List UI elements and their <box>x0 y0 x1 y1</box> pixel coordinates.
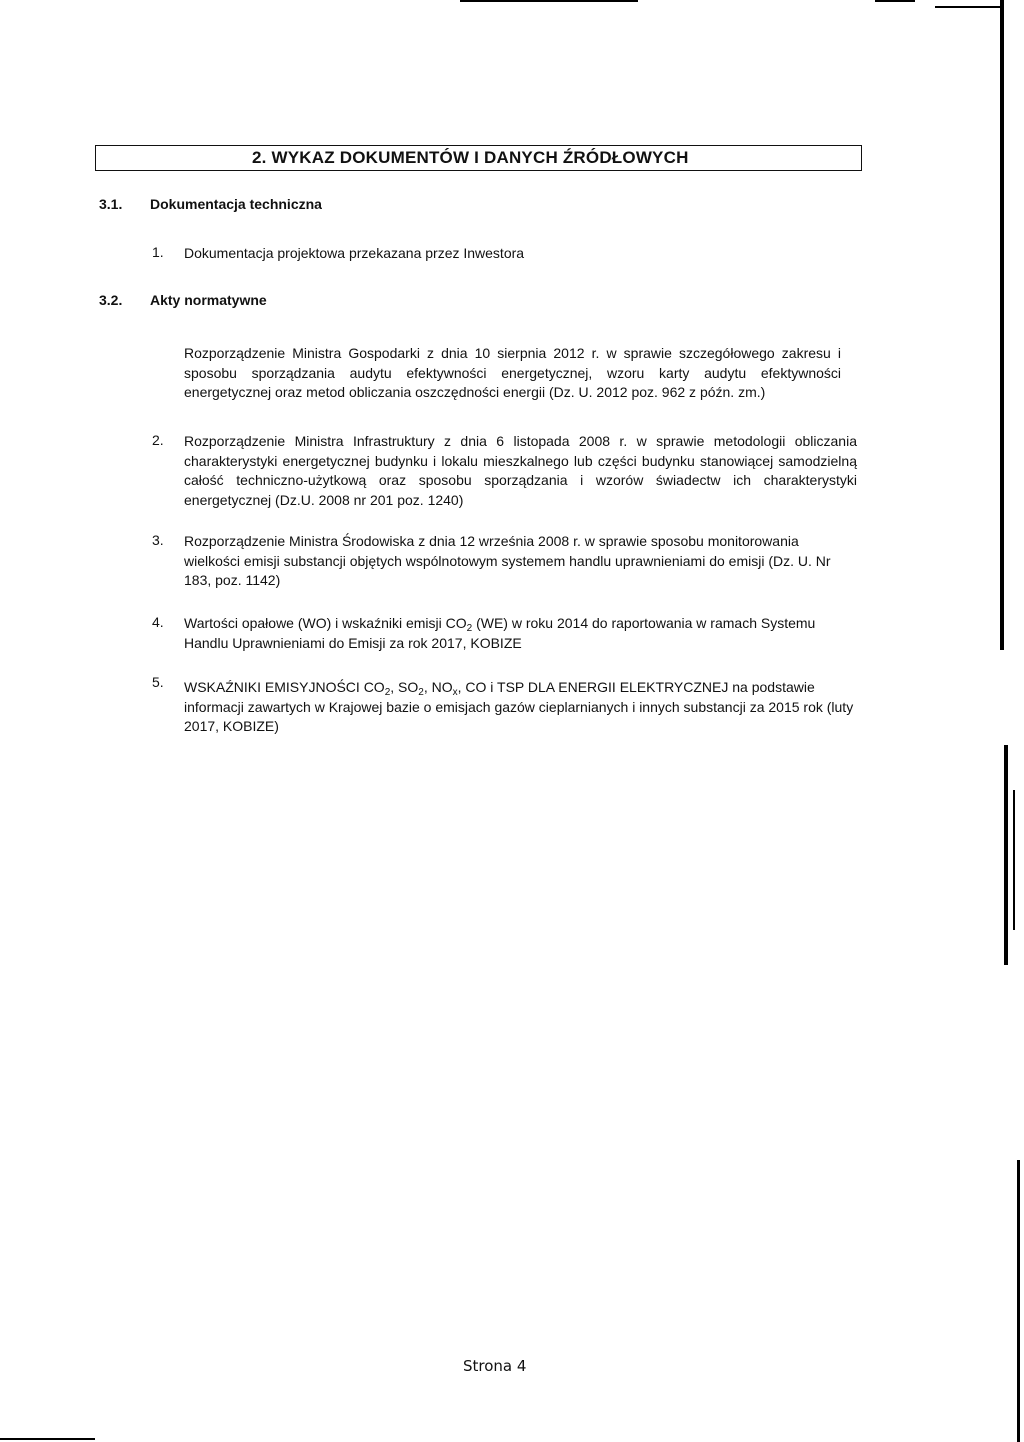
list-item-text: Dokumentacja projektowa przekazana przez Inwestora <box>184 245 525 261</box>
list-item-text: Rozporządzenie Ministra Gospodarki z dnia 10 sierpnia 2012 r. w sprawie szczegółowego zakresu i sposobu sporządzania audytu efektywności energetycznej, wzoru karty audytu efektywności energetycznej oraz metod obliczania oszczędności energii (Dz. U. 2012 poz. 962 z późn. zm.) <box>184 345 841 400</box>
list-item-number: 4. <box>152 614 164 630</box>
section-title: Akty normatywne <box>150 292 267 308</box>
list-item-text: Rozporządzenie Ministra Infrastruktury z dnia 6 listopada 2008 r. w sprawie metodologii obliczania charakterystyki energetycznej budynku i lokalu mieszkalnego lub części budynku stanowiącej samodzielną całość techniczno-użytkową oraz sposobu sporządzania i wzorów świadectw ich charakterystyki energetycznej (Dz.U. 2008 nr 201 poz. 1240) <box>184 433 857 508</box>
section-title: Dokumentacja techniczna <box>150 196 322 212</box>
scan-edge-right-upper <box>1000 0 1004 650</box>
document-heading: 2. WYKAZ DOKUMENTÓW I DANYCH ŹRÓDŁOWYCH <box>252 148 689 167</box>
scan-edge-right-middle <box>1004 745 1008 965</box>
list-item-number: 2. <box>152 432 164 448</box>
scan-edge-right-upper-cap <box>935 6 1003 8</box>
list-item-text: Rozporządzenie Ministra Środowiska z dnia 12 września 2008 r. w sprawie sposobu monitorowania wielkości emisji substancji objętych wspólnotowym systemem handlu uprawnieniami do emisji (Dz. U. Nr 183, poz. 1142) <box>184 533 831 588</box>
section-number: 3.1. <box>99 196 123 212</box>
list-item-text: Wartości opałowe (WO) i wskaźniki emisji $CO_2$ (WE) w roku 2014 do raportowania w ramach Systemu Handlu Uprawnieniami do Emisji za rok 2017, KOBIZE <box>184 615 816 651</box>
list-item-number: 5. <box>152 674 164 690</box>
document-heading-box <box>95 145 862 171</box>
list-item-number: 3. <box>152 532 164 548</box>
section-number: 3.2. <box>99 292 123 308</box>
page-number: Strona 4 <box>463 1357 527 1375</box>
scan-edge-right-lower <box>1017 1160 1020 1442</box>
scan-artifact-top <box>460 0 638 2</box>
list-item-text: WSKAŹNIKI EMISYJNOŚCI $CO_2$, $SO_2$, $NO_x$, CO i TSP DLA ENERGII ELEKTRYCZNEJ na podstawie informacji zawartych w Krajowej bazie o emisjach gazów cieplarnianych i innych substancji za 2015 rok (luty 2017, KOBIZE) <box>184 679 854 734</box>
scan-edge-bottom-left <box>0 1438 95 1440</box>
scan-edge-right-middle-thin <box>1013 790 1015 930</box>
list-item-number: 1. <box>152 244 164 260</box>
scan-artifact-top-right <box>875 0 915 2</box>
